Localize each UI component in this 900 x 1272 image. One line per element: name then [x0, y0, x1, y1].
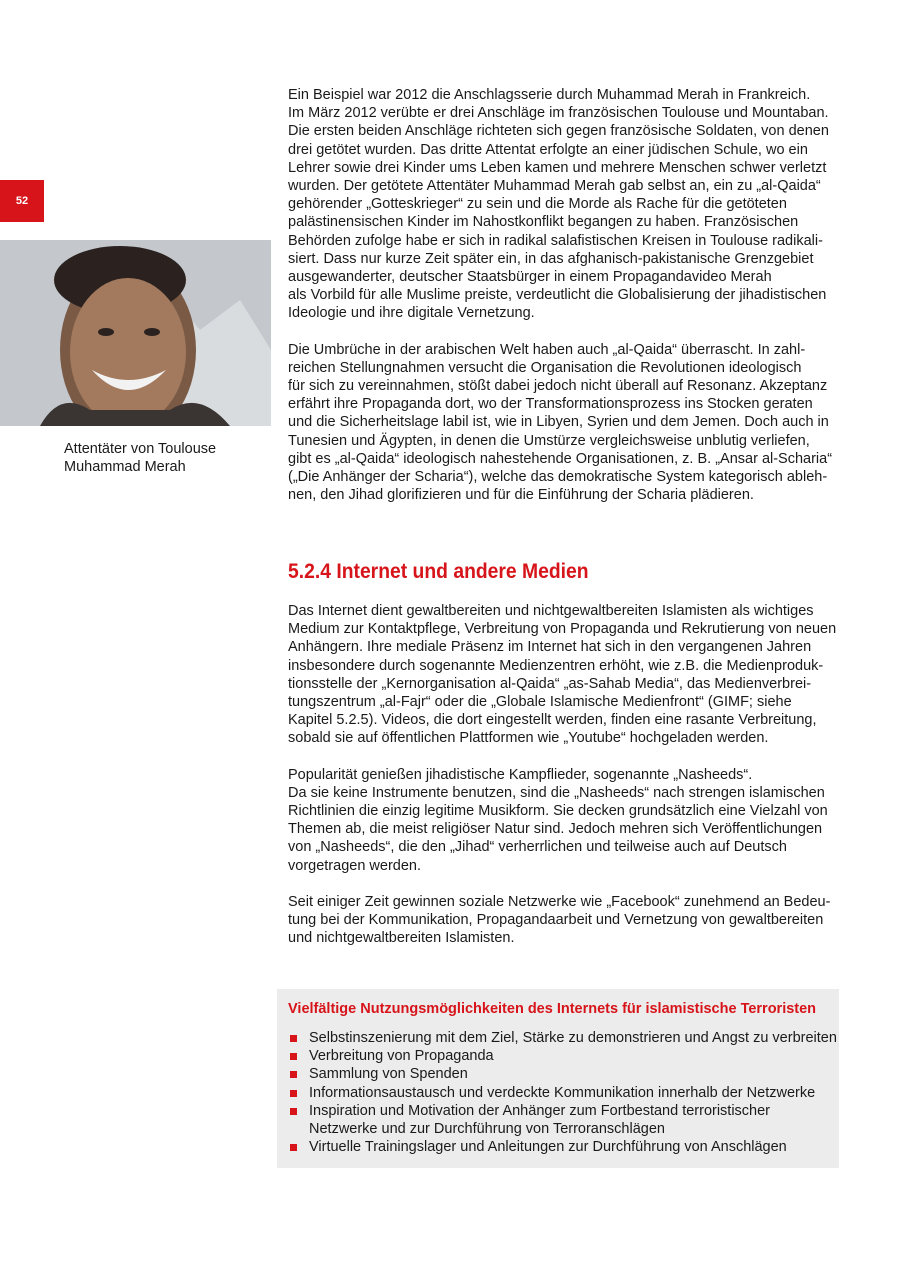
- list-item-text: Verbreitung von Propaganda: [309, 1048, 494, 1065]
- text-line: wurden. Der getötete Attentäter Muhammad Merah gab selbst an, ein zu „al-Qaida“: [288, 178, 821, 195]
- text-line: Richtlinien die einzig legitime Musikform. Sie decken grundsätzlich eine Vielzahl von: [288, 803, 828, 820]
- section-heading: 5.2.4 Internet und andere Medien: [288, 560, 589, 583]
- text-line: Behörden zufolge habe er sich in radikal salafistischen Kreisen in Toulouse radikali-: [288, 232, 823, 249]
- section-text: [288, 602, 836, 965]
- text-line: Anhängern. Ihre mediale Präsenz im Internet hat sich in den vergangenen Jahren: [288, 639, 812, 656]
- text-line: von „Nasheeds“, die den „Jihad“ verherrlichen und teilweise auch auf Deutsch: [288, 839, 787, 856]
- text-line: Im März 2012 verübte er drei Anschläge im französischen Toulouse und Mountaban.: [288, 105, 829, 122]
- text-line: für sich zu vereinnahmen, stößt dabei jedoch nicht überall auf Resonanz. Akzeptanz: [288, 378, 828, 395]
- text-line: ausgewanderter, deutscher Staatsbürger in einem Propagandavideo Merah: [288, 269, 772, 286]
- text-line: Die Umbrüche in der arabischen Welt haben auch „al-Qaida“ überrascht. In zahl-: [288, 341, 806, 358]
- text-line: drei getötet wurden. Das dritte Attentat erfolgte an einer jüdischen Schule, wo ein: [288, 141, 808, 158]
- caption-line: Muhammad Merah: [64, 459, 186, 475]
- square-bullet-icon: [290, 1053, 297, 1060]
- text-line: als Vorbild für alle Muslime preiste, verdeutlicht die Globalisierung der jihadistischen: [288, 287, 827, 304]
- square-bullet-icon: [290, 1144, 297, 1151]
- portrait-image: [0, 240, 271, 426]
- text-line: („Die Anhänger der Scharia“), welche das demokratische System kategorisch ableh-: [288, 469, 828, 486]
- list-item: [288, 1065, 836, 1083]
- text-line: Lehrer sowie drei Kinder ums Leben kamen und mehrere Menschen schwer verletzt: [288, 159, 827, 176]
- section-paragraph-3: [288, 893, 836, 948]
- list-item: [288, 1138, 836, 1156]
- list-item: [288, 1102, 836, 1138]
- square-bullet-icon: [290, 1071, 297, 1078]
- text-line: Ein Beispiel war 2012 die Anschlagsserie durch Muhammad Merah in Frankreich.: [288, 87, 811, 103]
- text-line: palästinensischen Kinder im Nahostkonflikt begangen zu haben. Französischen: [288, 214, 799, 231]
- text-line: tungszentrum „al-Fajr“ oder die „Globale Islamische Medienfront“ (GIMF; siehe: [288, 694, 792, 711]
- info-box-title: Vielfältige Nutzungsmöglichkeiten des Internets für islamistische Terroristen: [288, 1001, 817, 1017]
- intro-paragraph-1: [288, 86, 836, 323]
- text-line: gibt es „al-Qaida“ ideologisch nahestehende Organisationen, z. B. „Ansar al-Scharia“: [288, 450, 833, 467]
- text-line: Das Internet dient gewaltbereiten und nichtgewaltbereiten Islamisten als wichtiges: [288, 603, 814, 619]
- text-line: gehörender „Gotteskrieger“ zu sein und die Morde als Rache für die getöteten: [288, 196, 787, 213]
- text-line: Medium zur Kontaktpflege, Verbreitung von Propaganda und Rekrutierung von neuen: [288, 621, 837, 638]
- text-line: Kapitel 5.2.5). Videos, die dort eingestellt werden, finden eine rasante Verbreitung,: [288, 712, 817, 729]
- square-bullet-icon: [290, 1035, 297, 1042]
- text-line: Tunesien und Ägypten, in denen die Umstürze vergleichsweise unblutig verliefen,: [288, 432, 810, 449]
- text-line: Da sie keine Instrumente benutzen, sind die „Nasheeds“ nach strengen islamischen: [288, 784, 825, 801]
- section-paragraph-2: [288, 766, 836, 875]
- intro-text: [288, 86, 836, 522]
- list-item: [288, 1029, 836, 1047]
- text-line: tionsstelle der „Kernorganisation al-Qaida“ „as-Sahab Media“, das Medienverbrei-: [288, 675, 812, 692]
- list-item: [288, 1047, 836, 1065]
- square-bullet-icon: [290, 1090, 297, 1097]
- list-item-text: Informationsaustausch und verdeckte Kommunikation innerhalb der Netzwerke: [309, 1084, 816, 1101]
- text-line: insbesondere durch sogenannte Medienzentren erhöht, wie z.B. die Medienproduk-: [288, 657, 824, 674]
- text-line: Ideologie und ihre digitale Vernetzung.: [288, 305, 535, 322]
- text-line: Die ersten beiden Anschläge richteten sich gegen französische Soldaten, von denen: [288, 123, 829, 140]
- text-line: Seit einiger Zeit gewinnen soziale Netzwerke wie „Facebook“ zunehmend an Bedeu-: [288, 893, 831, 910]
- list-item: [288, 1084, 836, 1102]
- info-box: [277, 989, 839, 1168]
- intro-paragraph-2: [288, 341, 836, 505]
- text-line: und nichtgewaltbereiten Islamisten.: [288, 930, 515, 947]
- photo-caption: [64, 440, 264, 476]
- list-item-text: Selbstinszenierung mit dem Ziel, Stärke zu demonstrieren und Angst zu verbreiten: [309, 1030, 837, 1046]
- text-line: tung bei der Kommunikation, Propagandaarbeit und Vernetzung von gewaltbereiten: [288, 912, 824, 929]
- text-line: und die Sicherheitslage labil ist, wie in Libyen, Syrien und dem Jemen. Doch auch in: [288, 414, 829, 431]
- text-line: vorgetragen werden.: [288, 857, 421, 874]
- text-line: reichen Stellungnahmen versucht die Organisation die Revolutionen ideologisch: [288, 359, 802, 376]
- portrait-photo: [0, 240, 271, 426]
- info-box-list: [288, 1029, 836, 1156]
- text-line: Popularität genießen jihadistische Kampflieder, sogenannte „Nasheeds“.: [288, 766, 753, 783]
- list-item-text: Inspiration und Motivation der Anhänger zum Fortbestand terroristischer: [309, 1102, 771, 1119]
- page-number: 52: [0, 180, 44, 222]
- text-line: Themen ab, die meist religiöser Natur sind. Jedoch mehren sich Veröffentlichungen: [288, 821, 823, 838]
- list-item-text: Netzwerke und zur Durchführung von Terroranschlägen: [309, 1121, 665, 1138]
- square-bullet-icon: [290, 1108, 297, 1115]
- text-line: nen, den Jihad glorifizieren und für die Einführung der Scharia plädieren.: [288, 487, 754, 504]
- section-paragraph-1: [288, 602, 836, 748]
- list-item-text: Virtuelle Trainingslager und Anleitungen zur Durchführung von Anschlägen: [309, 1139, 787, 1156]
- text-line: sobald sie auf öffentlichen Plattformen wie „Youtube“ hochgeladen werden.: [288, 730, 769, 747]
- list-item-text: Sammlung von Spenden: [309, 1066, 468, 1083]
- caption-line: Attentäter von Toulouse: [64, 441, 217, 457]
- text-line: erfährt ihre Propaganda dort, wo der Transformationsprozess ins Stocken geraten: [288, 396, 813, 413]
- text-line: siert. Dass nur kurze Zeit später ein, in das afghanisch-pakistanische Grenzgebiet: [288, 250, 814, 267]
